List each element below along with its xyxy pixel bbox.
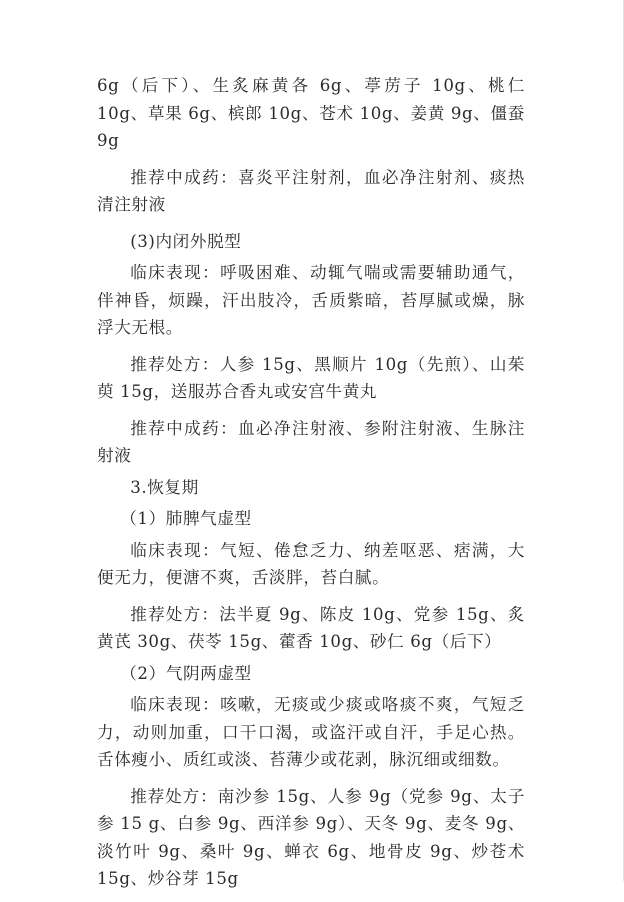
paragraph-clinical-manifestation-3: 临床表现：咳嗽，无痰或少痰或咯痰不爽，气短乏力，动则加重，口干口渴，或盗汗或自汗，手足心热。舌体瘦小、质红或淡、苔薄少或花剥，脉沉细或细数。 bbox=[97, 695, 525, 769]
paragraph-recommended-medicine-1: 推荐中成药：喜炎平注射剂，血必净注射剂、痰热清注射液 bbox=[97, 167, 525, 214]
paragraph-recommended-prescription-2: 推荐处方：法半夏 9g、陈皮 10g、党参 15g、炙黄芪 30g、茯苓 15g、藿香 10g、砂仁 6g（后下） bbox=[97, 604, 525, 651]
heading-qi-yin-deficiency: （2）气阴两虚型 bbox=[120, 663, 252, 683]
document-body bbox=[97, 72, 525, 902]
paragraph-clinical-manifestation-2: 临床表现：气短、倦怠乏力、纳差呕恶、痞满，大便无力，便溏不爽，舌淡胖，苔白腻。 bbox=[97, 540, 525, 587]
paragraph-clinical-manifestation-1: 临床表现：呼吸困难、动辄气喘或需要辅助通气，伴神昏，烦躁，汗出肢冷，舌质紫暗，苔厚腻或燥，脉浮大无根。 bbox=[97, 263, 525, 337]
heading-internal-closure-type: (3)内闭外脱型 bbox=[130, 231, 242, 251]
paragraph-recommended-prescription-3: 推荐处方：南沙参 15g、人参 9g（党参 9g、太子参 15 g、白参 9g、西洋参 9g）、天冬 9g、麦冬 9g、淡竹叶 9g、桑叶 9g、蝉衣 6g、地骨皮 9g、炒苍术 15g、炒谷芽 15g bbox=[97, 786, 525, 888]
heading-lung-spleen-qi-deficiency: （1）肺脾气虚型 bbox=[120, 509, 252, 528]
heading-recovery-period: 3.恢复期 bbox=[130, 477, 199, 497]
paragraph-recommended-prescription-1: 推荐处方：人参 15g、黑顺片 10g（先煎）、山茱萸 15g，送服苏合香丸或安宫牛黄丸 bbox=[97, 354, 525, 401]
paragraph-prescription-continued: 6g（后下）、生炙麻黄各 6g、葶苈子 10g、桃仁 10g、草果 6g、槟郎 10g、苍术 10g、姜黄 9g、僵蚕 9g bbox=[97, 76, 525, 150]
paragraph-recommended-medicine-2: 推荐中成药：血必净注射液、参附注射液、生脉注射液 bbox=[97, 418, 525, 465]
